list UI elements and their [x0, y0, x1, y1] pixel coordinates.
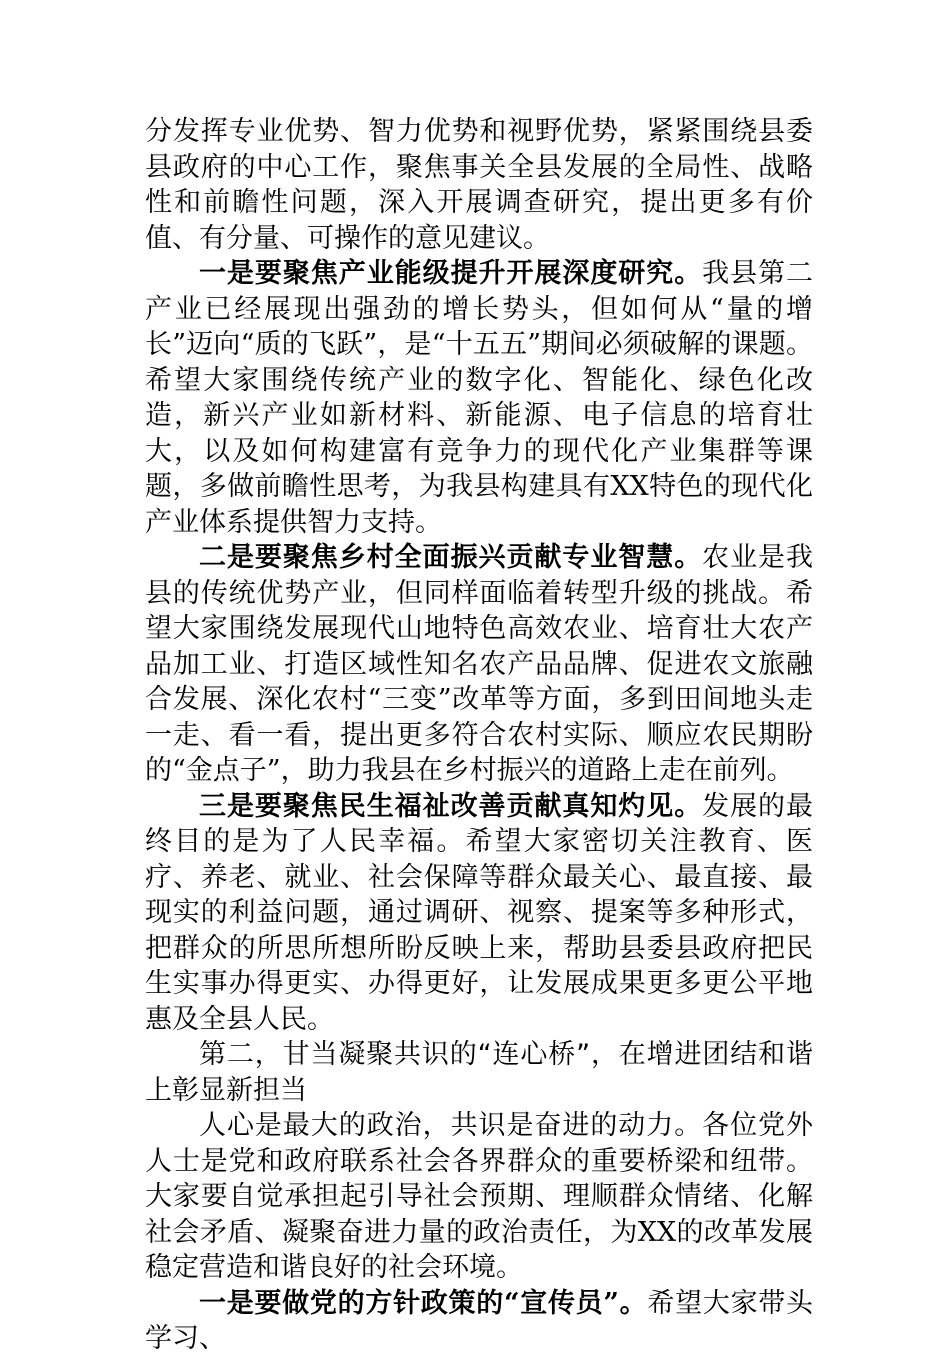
paragraph-policy-publicist — [145, 1286, 813, 1357]
section-heading-text: 第二，甘当凝聚共识的“连心桥”，在增进团结和谐上彰显新担当 — [145, 1039, 813, 1106]
paragraph-rural-revitalization — [145, 540, 813, 789]
paragraph-livelihood — [145, 789, 813, 1038]
paragraph-consensus — [145, 1108, 813, 1286]
paragraph-text: 发展的最终目的是为了人民幸福。希望大家密切关注教育、医疗、养老、就业、社会保障等群众最关心、最直接、最现实的利益问题，通过调研、视察、提案等多种形式，把群众的所思所想所盼反映上来，帮助县委县政府把民生实事办得更实、办得更好，让发展成果更多更公平地惠及全县人民。 — [145, 790, 814, 1035]
paragraph-lead: 一是要做党的方针政策的“宣传员”。 — [199, 1287, 648, 1319]
paragraph-lead: 二是要聚焦乡村全面振兴贡献专业智慧。 — [199, 542, 703, 573]
section-heading — [145, 1037, 813, 1108]
paragraph-lead: 一是要聚焦产业能级提升开展深度研究。 — [199, 258, 703, 289]
paragraph-text: 农业是我县的传统优势产业，但同样面临着转型升级的挑战。希望大家围绕发展现代山地特色高效农业、培育壮大农产品加工业、打造区域性知名农产品品牌、促进农文旅融合发展、深化农村“三变”改革等方面，多到田间地头走一走、看一看，提出更多符合农村实际、顺应农民期盼的“金点子”，助力我县在乡村振兴的道路上走在前列。 — [145, 542, 814, 786]
document-body — [145, 114, 813, 1357]
paragraph-text: 我县第二产业已经展现出强劲的增长势头，但如何从“量的增长”迈向“质的飞跃”，是“十五五”期间必须破解的课题。希望大家围绕传统产业的数字化、智能化、绿色化改造，新兴产业如新材料、新能源、电子信息的培育壮大，以及如何构建富有竞争力的现代化产业集群等课题，多做前瞻性思考，为我县构建具有XX特色的现代化产业体系提供智力支持。 — [145, 258, 814, 538]
paragraph-continuation — [145, 114, 813, 256]
paragraph-text: 分发挥专业优势、智力优势和视野优势，紧紧围绕县委县政府的中心工作，聚焦事关全县发展的全局性、战略性和前瞻性问题，深入开展调查研究，提出更多有价值、有分量、可操作的意见建议。 — [145, 116, 813, 254]
paragraph-industry-research — [145, 256, 813, 540]
paragraph-lead: 三是要聚焦民生福祉改善贡献真知灼见。 — [199, 790, 703, 822]
paragraph-text: 希望大家带头学习、 — [145, 1287, 814, 1354]
paragraph-text: 人心是最大的政治，共识是奋进的动力。各位党外人士是党和政府联系社会各界群众的重要桥梁和纽带。大家要自觉承担起引导社会预期、理顺群众情绪、化解社会矛盾、凝聚奋进力量的政治责任，为XX的改革发展稳定营造和谐良好的社会环境。 — [145, 1110, 813, 1283]
